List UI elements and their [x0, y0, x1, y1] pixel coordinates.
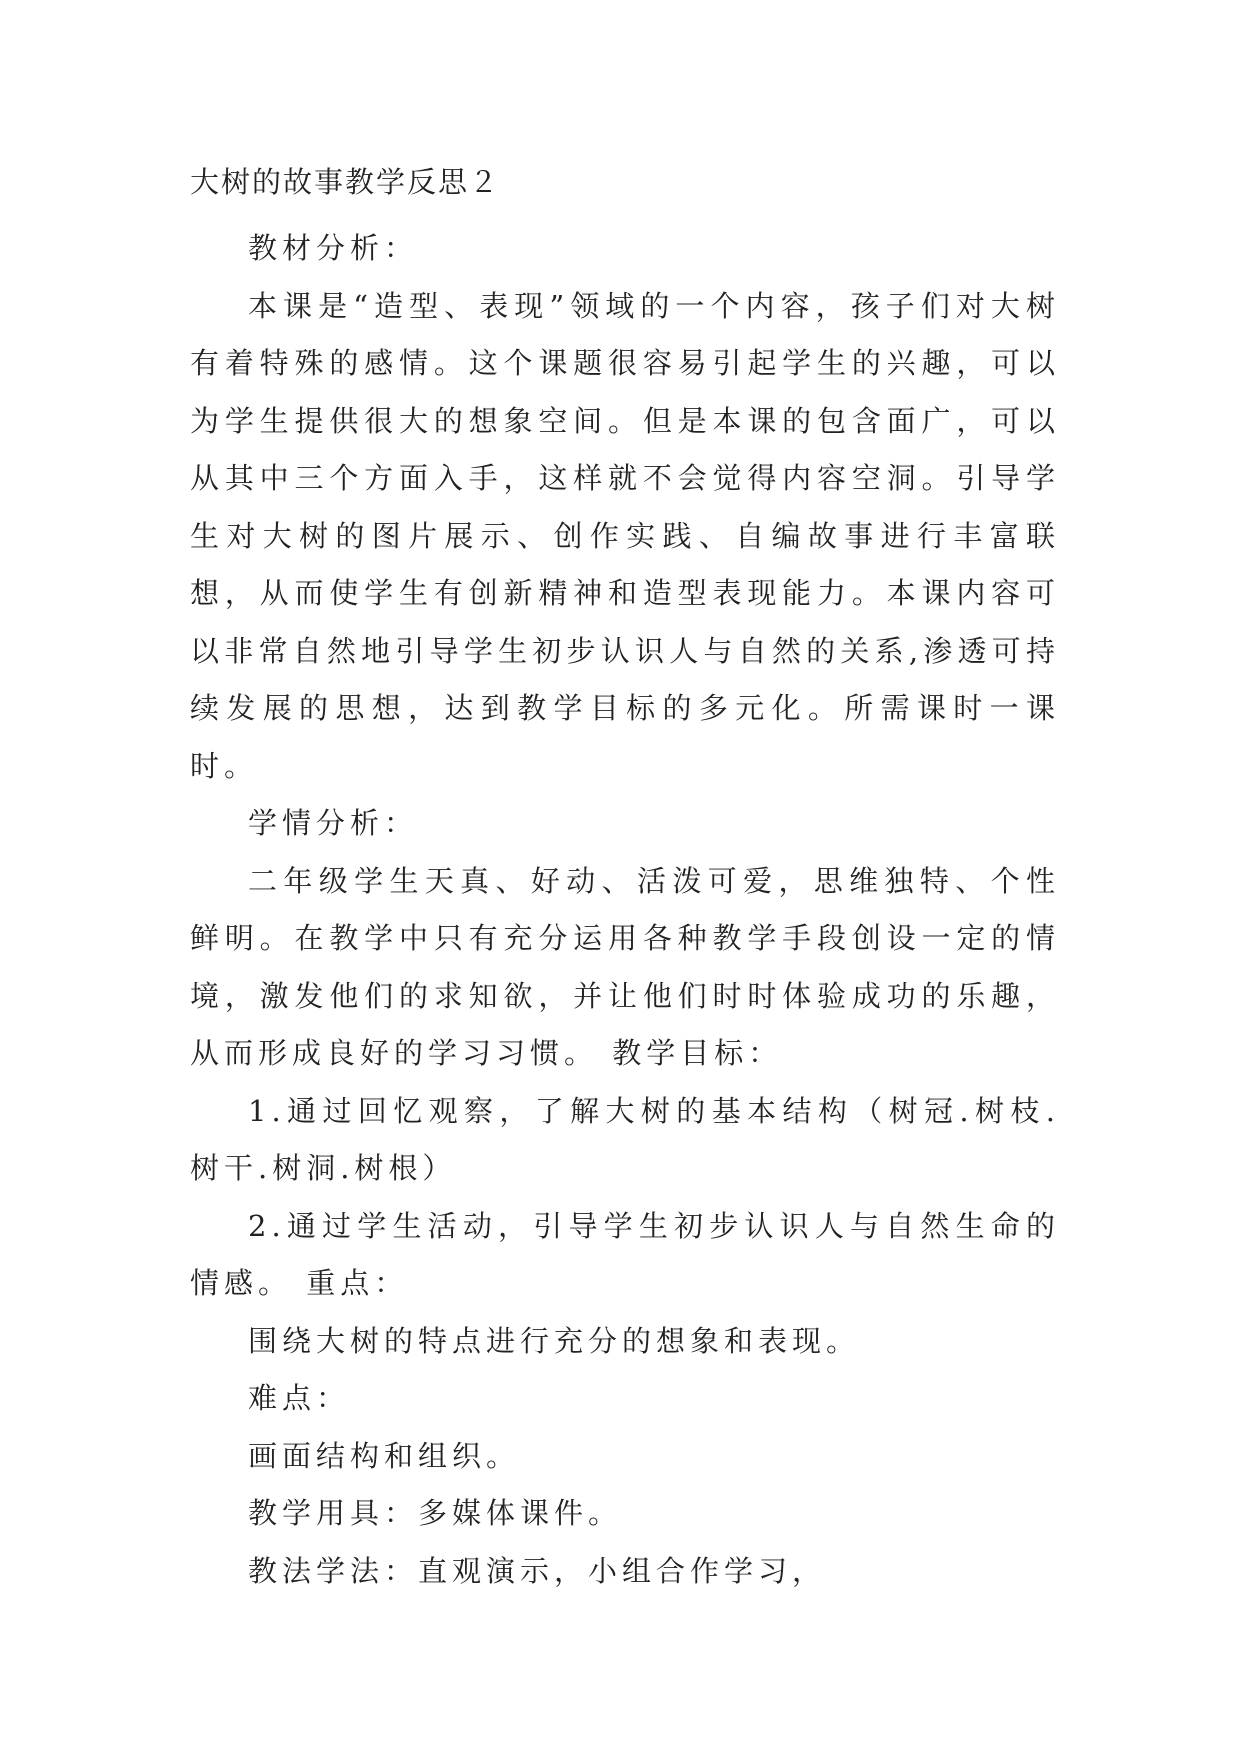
difficulty-text: 画面结构和组织。 [248, 1438, 521, 1473]
goal-2-paragraph: 2.通过学生活动，引导学生初步认识人与自然生命的情感。 重点： [190, 1208, 1060, 1300]
goal-1-paragraph: 1.通过回忆观察，了解大树的基本结构（树冠.树枝.树干.树洞.树根） [190, 1093, 1060, 1185]
teaching-methods-text: 教法学法：直观演示，小组合作学习， [248, 1553, 827, 1588]
material-paragraph: 本课是“造型、表现”领域的一个内容，孩子们对大树有着特殊的感情。这个课题很容易引起学生的兴趣，可以为学生提供很大的想象空间。但是本课的包含面广，可以从其中三个方面入手，这样就不会觉得内容空洞。引导学生对大树的图片展示、创作实践、自编故事进行丰富联想，从而使学生有创新精神和造型表现能力。本课内容可以非常自然地引导学生初步认识人与自然的关系,渗透可持续发展的思想，达到教学目标的多元化。所需课时一课时。 [190, 288, 1060, 783]
document-title: 大树的故事教学反思２ [190, 165, 501, 199]
key-point-text: 围绕大树的特点进行充分的想象和表现。 [248, 1323, 861, 1358]
teaching-tools-text: 教学用具：多媒体课件。 [248, 1496, 623, 1530]
document-body [190, 162, 1060, 1600]
student-paragraph: 二年级学生天真、好动、活泼可爱，思维独特、个性鲜明。在教学中只有充分运用各种教学手段创设一定的情境，激发他们的求知欲，并让他们时时体验成功的乐趣，从而形成良好的学习习惯。 教学目标： [190, 863, 1060, 1070]
material-heading: 教材分析： [248, 231, 419, 265]
difficulty-heading: 难点： [248, 1381, 351, 1415]
student-heading: 学情分析： [248, 806, 419, 840]
